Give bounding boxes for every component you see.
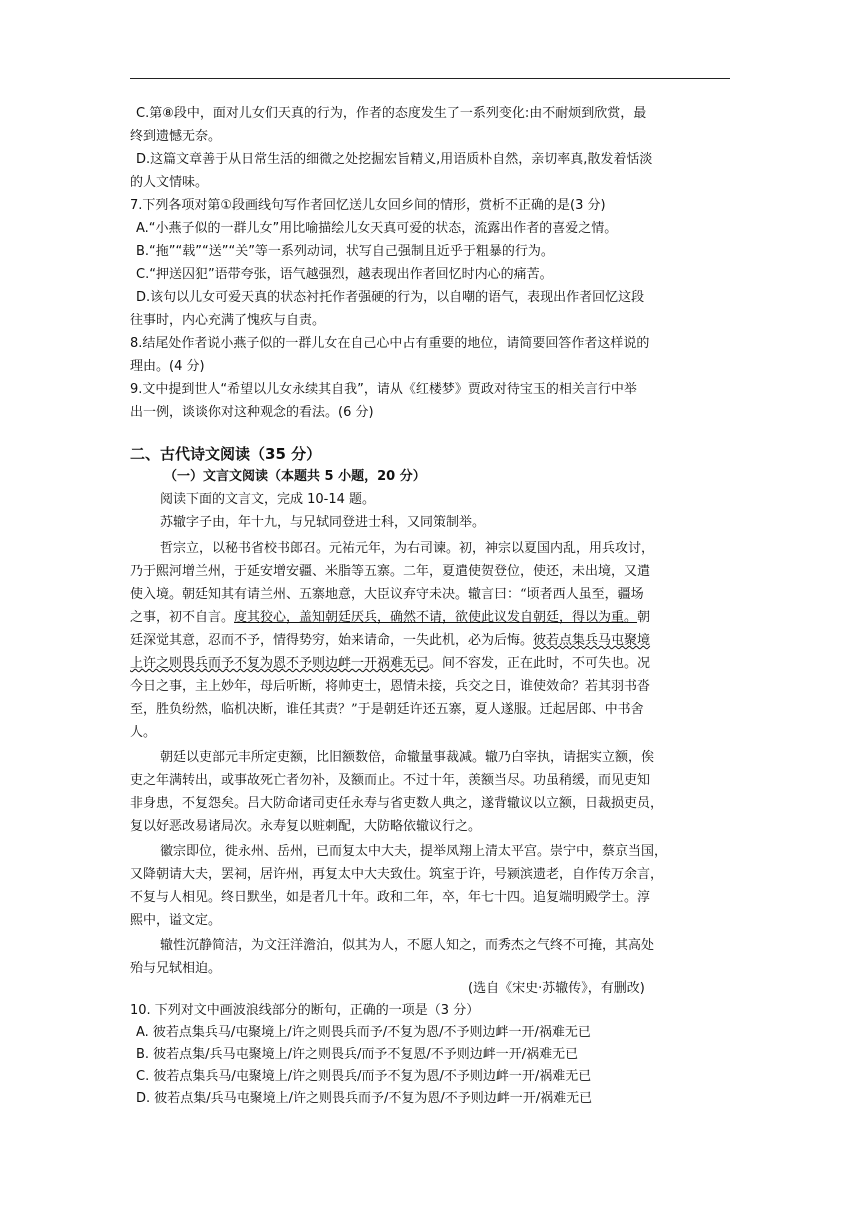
q6-option-c-line2: 终到遗憾无奈。 [130,129,222,144]
passage-p3-line3: 不复与人相见。终日默坐，如是者几十年。政和二年，卒，年七十四。追复端明殿学士。淳 [130,890,651,905]
passage-p0: 苏辙字子由，年十九，与兄轼同登进士科，又同策制举。 [160,515,486,530]
q10-option-c: C. 彼若点集兵马/屯聚境上/许之则畏兵/而予不复为恩/不予则边衅一开/祸难无已 [136,1069,592,1084]
passage-p1-line3: 使入境。朝廷知其有请兰州、五寨地意，大臣议弃守未决。辙言曰：“顷者西人虽至，疆场 [130,587,644,602]
q8-line1: 8.结尾处作者说小燕子似的一群儿女在自己心中占有重要的地位，请简要回答作者这样说的 [130,336,650,351]
passage-p1-line5-text: 廷深觉其意，忍而不予，情得势穷，始来请命，一失此机，必为后悔。 [130,633,534,648]
q9-line2: 出一例，谈谈你对这种观念的看法。(6 分) [130,405,374,420]
passage-p2-line4: 复以好恶改易诸局次。永寿复以赃刺配，大防略依辙议行之。 [130,819,482,834]
passage-p4-line1: 辙性沉静简洁，为文汪洋澹泊，似其为人，不愿人知之，而秀杰之气终不可掩，其高处 [160,938,655,953]
q7-stem: 7.下列各项对第①段画线句写作者回忆送儿女回乡间的情形，赏析不正确的是(3 分) [130,198,606,213]
passage-source: (选自《宋史·苏辙传》，有删改) [468,981,645,996]
passage-p2-line2: 吏之年满转出，或事故死亡者勿补，及额而止。不过十年，羡额当尽。功虽稍缓，而见吏知 [130,773,651,788]
q9-line1: 9.文中提到世人“希望以儿女永续其自我”，请从《红楼梦》贾政对待宝玉的相关言行中举 [130,382,637,397]
section2-instruction: 阅读下面的文言文，完成 10-14 题。 [160,492,376,507]
q8-line2: 理由。(4 分) [130,359,205,374]
passage-p1-line6-tail: 。间不容发，正在此时，不可失也。况 [429,656,651,671]
q10-option-b: B. 彼若点集/兵马屯聚境上/许之则畏兵/而予不复恩/不予则边衅一开/祸难无已 [136,1047,579,1062]
passage-p1-line8: 至，胜负纷然，临机决断，谁任其责？”于是朝廷许还五寨，夏人遂服。迁起居郎、中书舍 [130,702,644,717]
passage-p2-line3: 非身患，不复怨矣。吕大防命诸司吏任永寿与省吏数人典之，遂背辙议以立额，日裁损吏员， [130,796,664,811]
header-rule [130,78,730,79]
q10-option-d: D. 彼若点集/兵马屯聚境上/许之则畏兵而予/不复为恩/不予则边衅一开/祸难无已 [136,1091,593,1106]
q6-option-c-line1: C.第⑧段中，面对儿女们天真的行为，作者的态度发生了一系列变化:由不耐烦到欣赏，最 [136,106,647,121]
passage-p1-line5 [130,630,736,652]
passage-p1-line9: 人。 [130,725,157,740]
q7-option-b: B.“拖”“载”“送”“关”等一系列动词，状写自己强制且近乎于粗暴的行为。 [136,244,554,259]
passage-p1-line4 [130,607,736,629]
passage-p1-line4-tail: 朝 [637,610,651,625]
passage-p1-line6 [130,653,736,675]
q10-stem: 10. 下列对文中画波浪线部分的断句，正确的一项是（3 分） [130,1003,480,1018]
passage-p1-line4-text: 之事，初不自言。 [130,610,235,625]
passage-p3-line2: 又降朝请大夫，罢祠，居许州，再复太中大夫致仕。筑室于许，号颍滨遗老，自作传万余言， [130,867,664,882]
wavy-underlined-text-part1: 彼若点集兵马屯聚境 [533,633,651,648]
passage-p3-line4: 熙中，谥文定。 [130,913,222,928]
q10-option-a: A. 彼若点集兵马/屯聚境上/许之则畏兵而予/不复为恩/不予则边衅一开/祸难无已 [136,1025,591,1040]
section2-heading: 二、古代诗文阅读（35 分） [130,445,322,463]
section2-subheading: （一）文言文阅读（本题共 5 小题，20 分） [164,469,426,484]
passage-p1-line7: 今日之事，主上妙年，母后听断，将帅吏士，恩情未接，兵交之日，谁使效命？若其羽书沓 [130,679,651,694]
passage-p1-line1: 哲宗立，以秘书省校书郎召。元祐元年，为右司谏。初，神宗以夏国内乱，用兵攻讨， [160,541,655,556]
passage-p2-line1: 朝廷以吏部元丰所定吏额，比旧额数倍，命辙量事裁减。辙乃白宰执，请据实立额，俟 [160,750,655,765]
q7-option-c: C.“押送囚犯”语带夸张，语气越强烈，越表现出作者回忆时内心的痛苦。 [136,267,553,282]
q6-option-d-line1: D.这篇文章善于从日常生活的细微之处挖掘宏旨精义,用语质朴自然，亲切率真,散发着恬淡 [136,152,653,167]
q7-option-a: A.“小燕子似的一群儿女”用比喻描绘儿女天真可爱的状态，流露出作者的喜爱之情。 [136,221,618,236]
passage-p4-line2: 殆与兄轼相迫。 [130,961,222,976]
passage-p3-line1: 徽宗即位，徙永州、岳州，已而复太中大夫，提举凤翔上清太平宫。崇宁中，蔡京当国， [160,844,668,859]
underlined-sentence: 度其狡心，盖知朝廷厌兵，确然不请，欲使此议发自朝廷，得以为重。 [234,610,638,625]
wavy-underlined-text-part2: 上许之则畏兵而予不复为恩不予则边衅一开祸难无已 [130,656,430,671]
q7-option-d-line1: D.该句以儿女可爱天真的状态衬托作者强硬的行为，以自嘲的语气，表现出作者回忆这段 [136,290,645,305]
q7-option-d-line2: 往事时，内心充满了愧疚与自责。 [130,313,326,328]
q6-option-d-line2: 的人文情味。 [130,175,209,190]
passage-p1-line2: 乃于熙河增兰州，于延安增安疆、米脂等五寨。二年，夏遣使贺登位，使还，未出境，又遣 [130,564,651,579]
